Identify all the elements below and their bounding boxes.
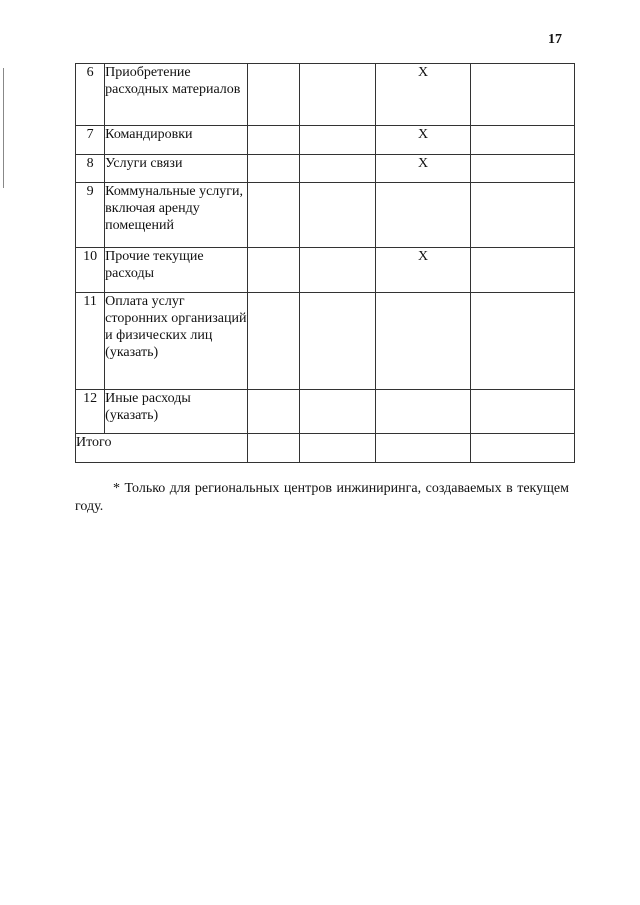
row-number: 6 (76, 64, 105, 126)
table-cell (248, 183, 300, 248)
table-row (76, 155, 575, 183)
table-cell (248, 155, 300, 183)
mark-cell: X (375, 248, 471, 293)
table-row (76, 126, 575, 155)
table-cell (471, 64, 575, 126)
table-cell (375, 434, 471, 463)
table-cell (300, 64, 375, 126)
row-number: 7 (76, 126, 105, 155)
table-cell (300, 183, 375, 248)
table-cell (471, 155, 575, 183)
table-cell (300, 293, 375, 390)
expense-item: Коммунальные услуги, включая аренду помещений (105, 183, 248, 248)
page-number: 17 (548, 32, 562, 47)
table-row (76, 293, 575, 390)
table-total-row (76, 434, 575, 463)
expense-item: Приобретение расходных материалов (105, 64, 248, 126)
table-cell (300, 155, 375, 183)
expense-item: Услуги связи (105, 155, 248, 183)
mark-cell (375, 183, 471, 248)
mark-cell: X (375, 126, 471, 155)
mark-cell: X (375, 64, 471, 126)
table-cell (471, 183, 575, 248)
row-number: 11 (76, 293, 105, 390)
mark-cell: X (375, 155, 471, 183)
table-cell (300, 434, 375, 463)
mark-cell (375, 293, 471, 390)
table-cell (248, 434, 300, 463)
row-number: 9 (76, 183, 105, 248)
table-row (76, 64, 575, 126)
expense-item: Командировки (105, 126, 248, 155)
expense-item: Оплата услуг сторонних организаций и физических лиц (указать) (105, 293, 248, 390)
table-cell (471, 390, 575, 434)
table-cell (471, 126, 575, 155)
table-cell (248, 293, 300, 390)
table-cell (471, 293, 575, 390)
mark-cell (375, 390, 471, 434)
expense-table (75, 63, 575, 463)
expense-item: Иные расходы (указать) (105, 390, 248, 434)
row-number: 10 (76, 248, 105, 293)
footnote: * Только для региональных центров инжиниринга, создаваемых в текущем году. (75, 481, 569, 514)
table-cell (300, 126, 375, 155)
table-cell (471, 248, 575, 293)
table-cell (248, 126, 300, 155)
table-cell (248, 64, 300, 126)
total-label: Итого (76, 434, 248, 463)
table-cell (248, 248, 300, 293)
row-number: 8 (76, 155, 105, 183)
table-cell (248, 390, 300, 434)
table-cell (471, 434, 575, 463)
table-cell (300, 248, 375, 293)
table-row (76, 390, 575, 434)
table-row (76, 183, 575, 248)
scan-edge-mark (3, 68, 4, 188)
table-row (76, 248, 575, 293)
row-number: 12 (76, 390, 105, 434)
expense-item: Прочие текущие расходы (105, 248, 248, 293)
table-cell (300, 390, 375, 434)
